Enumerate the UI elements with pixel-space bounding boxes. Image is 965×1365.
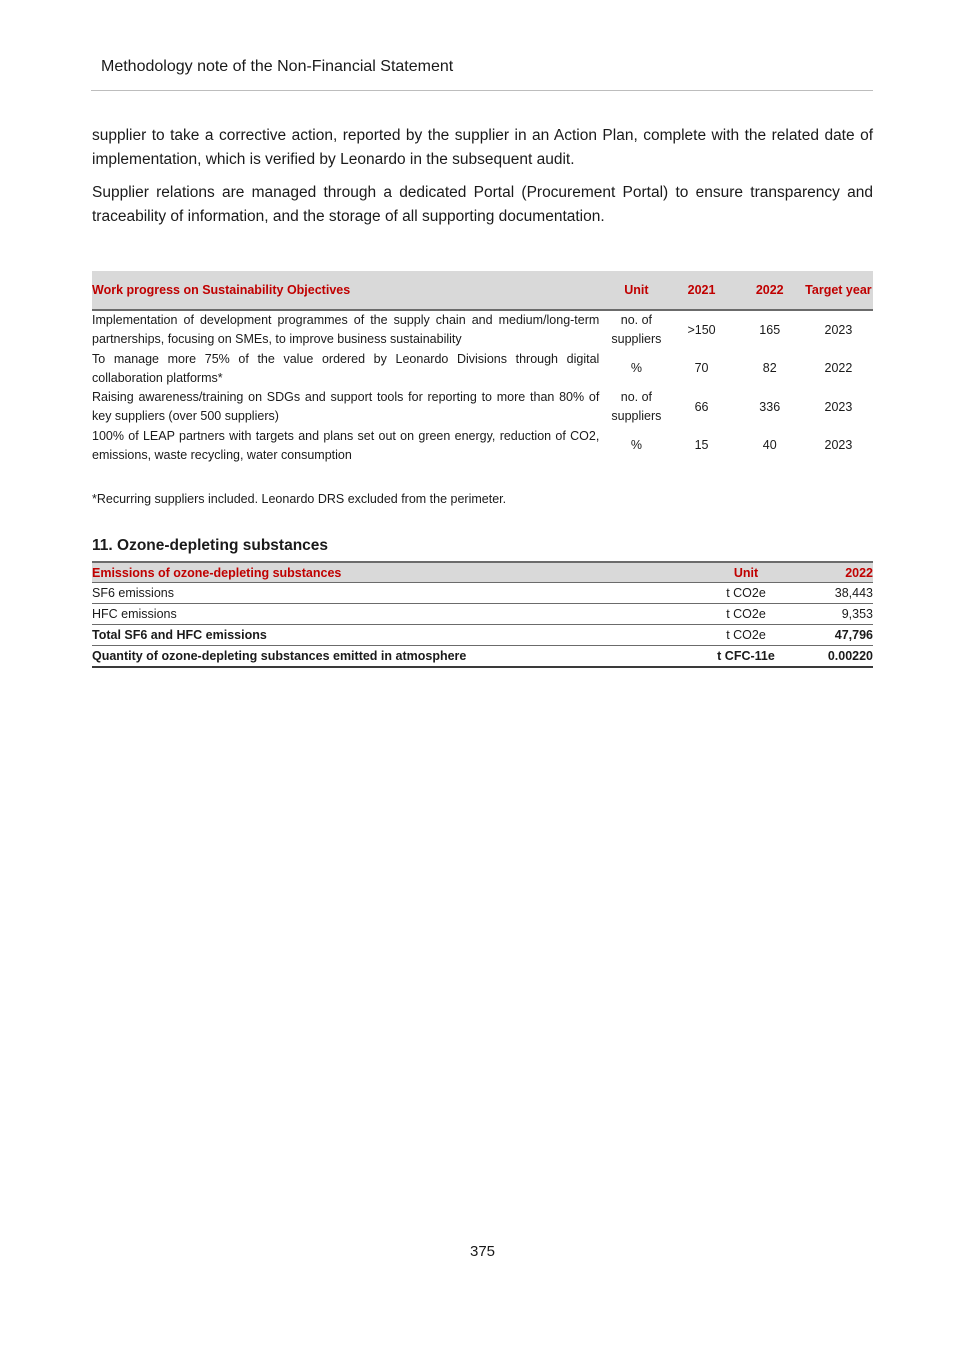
- ozone-depleting-substances-table: [92, 561, 873, 668]
- value-cell: 38,443: [801, 583, 873, 604]
- unit-cell: %: [630, 438, 642, 453]
- unit-cell: no. of suppliers: [611, 313, 662, 347]
- section-number: 11.: [92, 537, 113, 554]
- unit-cell: t CFC-11e: [691, 646, 801, 668]
- value-2022-cell: 40: [762, 438, 777, 453]
- page-number: 375: [469, 1243, 496, 1260]
- objective-cell: 100% of LEAP partners with targets and plans set out on green energy, reduction of CO2, emissions, waste recycling, water consumption: [92, 428, 600, 462]
- value-cell: 47,796: [801, 625, 873, 646]
- col-header-objective: Work progress on Sustainability Objectives: [92, 271, 605, 310]
- value-2022-cell: 165: [759, 322, 781, 337]
- table-row: [92, 388, 873, 427]
- col-header-2021: 2021: [667, 271, 735, 310]
- value-2021-cell: 15: [694, 438, 709, 453]
- running-header: Methodology note of the Non-Financial Statement: [101, 58, 454, 75]
- target-year-cell: 2022: [824, 361, 853, 376]
- value-cell: 0.00220: [801, 646, 873, 668]
- col-header-emissions: Emissions of ozone-depleting substances: [92, 562, 691, 583]
- section-title-text: Ozone-depleting substances: [117, 537, 329, 554]
- col-header-unit: Unit: [605, 271, 667, 310]
- table-row: [92, 604, 873, 625]
- unit-cell: %: [630, 361, 642, 376]
- sustainability-objectives-table: [92, 271, 873, 465]
- table-row-total: [92, 646, 873, 668]
- col-header-target-year: Target year: [804, 271, 873, 310]
- row-label: Total SF6 and HFC emissions: [92, 625, 691, 646]
- header-divider: [91, 90, 873, 91]
- objective-cell: Raising awareness/training on SDGs and support tools for reporting to more than 80% of key suppliers (over 500 suppliers): [92, 390, 600, 424]
- target-year-cell: 2023: [824, 438, 853, 453]
- unit-cell: t CO2e: [691, 583, 801, 604]
- value-2021-cell: 70: [694, 361, 709, 376]
- row-label: Quantity of ozone-depleting substances emitted in atmosphere: [92, 646, 691, 668]
- value-2021-cell: 66: [694, 399, 709, 414]
- unit-cell: t CO2e: [691, 604, 801, 625]
- table-row-total: [92, 625, 873, 646]
- objective-cell: To manage more 75% of the value ordered by Leonardo Divisions through digital collaboration platforms*: [92, 351, 600, 385]
- value-2022-cell: 82: [762, 361, 777, 376]
- section-heading: [92, 537, 328, 555]
- row-label: SF6 emissions: [92, 583, 691, 604]
- col-header-unit: Unit: [691, 562, 801, 583]
- value-cell: 9,353: [801, 604, 873, 625]
- value-2021-cell: >150: [687, 322, 716, 337]
- value-2022-cell: 336: [759, 399, 781, 414]
- table-row: [92, 427, 873, 466]
- table-header-row: [92, 271, 873, 310]
- table-row: [92, 583, 873, 604]
- target-year-cell: 2023: [824, 399, 853, 414]
- objective-cell: Implementation of development programmes of the supply chain and medium/long-term partnerships, focusing on SMEs, to improve business sustainability: [92, 313, 600, 347]
- table-footnote: *Recurring suppliers included. Leonardo DRS excluded from the perimeter.: [92, 492, 507, 506]
- table-header-row: [92, 562, 873, 583]
- target-year-cell: 2023: [824, 322, 853, 337]
- table-row: [92, 350, 873, 389]
- unit-cell: t CO2e: [691, 625, 801, 646]
- unit-cell: no. of suppliers: [611, 390, 662, 424]
- col-header-2022: 2022: [736, 271, 804, 310]
- row-label: HFC emissions: [92, 604, 691, 625]
- col-header-2022: 2022: [801, 562, 873, 583]
- table-row: [92, 310, 873, 350]
- body-paragraph-2: Supplier relations are managed through a dedicated Portal (Procurement Portal) to ensure transparency and traceability of information, and the storage of all supporting documentation.: [92, 184, 873, 225]
- body-paragraph-1: supplier to take a corrective action, reported by the supplier in an Action Plan, complete with the related date of implementation, which is verified by Leonardo in the subsequent audit.: [92, 127, 873, 168]
